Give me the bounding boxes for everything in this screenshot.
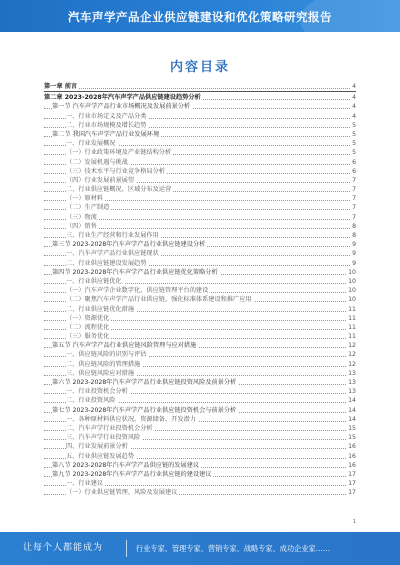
toc-entry-page: 13 [348,388,356,396]
toc-entry-text: 一、供应链风险的识别与评估 [66,351,147,359]
toc-entry-text: （三）服务优化 [66,333,110,341]
toc-entry-page: 16 [348,461,356,469]
toc-entry[interactable] [44,203,356,212]
toc-entry-text: （四）销售 [66,222,97,230]
toc-entry[interactable] [44,295,356,304]
toc-entry-page: 11 [348,323,356,331]
toc-entry-text: 第二章 2023-2028年汽车声学产品供应链建设趋势分析 [44,94,201,102]
toc-entry-text: 二、汽车声学行业投资机会分析 [66,424,153,432]
toc-entry-text: 一、行业发展概况 [66,140,116,148]
toc-entry-text: 四、行业发展前景分析 [66,443,128,451]
toc-entry-page: 7 [352,176,356,184]
toc-entry-text: （三）物流 [66,213,97,221]
toc-entry-page: 9 [352,250,356,258]
toc-entry-text: 第一章 前言 [44,83,78,90]
toc-entry-page: 12 [348,351,356,359]
toc-entry-page: 7 [352,204,356,212]
toc-entry-page: 5 [352,149,356,157]
toc-entry-page: 5 [352,140,356,148]
toc-entry[interactable] [44,213,356,222]
toc-entry-text: （二）生产制造 [66,204,110,212]
toc-entry[interactable] [44,470,356,479]
toc-entry[interactable] [44,424,356,433]
toc-entry[interactable] [44,167,356,176]
toc-entry-page: 17 [348,480,356,488]
toc-entry-page: 10 [348,287,356,295]
toc-entry[interactable] [44,176,356,185]
toc-entry[interactable] [44,240,356,249]
toc-entry-text: 第一节 汽车声学产品行业市场概况及发展前景分析 [52,103,191,111]
table-of-contents [44,82,356,497]
toc-entry[interactable] [44,194,356,203]
toc-entry-page: 15 [348,424,356,432]
toc-entry-page: 15 [348,434,356,442]
toc-entry-page: 14 [348,415,356,423]
toc-entry[interactable] [44,479,356,488]
toc-entry-page: 14 [348,406,356,414]
toc-separator [44,91,356,92]
toc-entry-text: 第七节 2023-2028年汽车声学产品行业供应链投资机会与前景分析 [52,406,237,414]
page-header [0,0,400,32]
toc-entry[interactable] [44,314,356,323]
toc-entry-page: 10 [348,277,356,285]
toc-entry-text: 第三节 2023-2028年汽车声学产品行业供应链建设分析 [52,241,206,249]
toc-entry[interactable] [44,433,356,442]
toc-entry-page: 12 [348,342,356,350]
toc-entry-text: 一、行业供应链优化 [66,277,122,285]
toc-entry-page: 14 [348,397,356,405]
toc-entry[interactable] [44,396,356,405]
toc-entry[interactable] [44,93,356,102]
toc-entry-text: （四）行业发展前景展望 [66,176,135,184]
toc-entry-page: 10 [348,296,356,304]
toc-entry-text: 二、行业供应链概况、区域分布及运营 [66,186,172,194]
toc-leader-dots [44,88,350,89]
toc-entry[interactable] [44,268,356,277]
toc-entry[interactable] [44,305,356,314]
toc-entry[interactable] [44,360,356,369]
toc-entry-text: 二、行业供应链优化措施 [66,305,135,313]
toc-entry[interactable] [44,277,356,286]
toc-entry-text: 五、行业供应链发展趋势 [66,452,135,460]
toc-entry-page: 7 [352,195,356,203]
toc-entry-page: 11 [348,333,356,341]
toc-entry-page: 4 [352,103,356,111]
toc-entry[interactable] [44,488,356,497]
toc-entry-page: 10 [348,268,356,276]
toc-entry[interactable] [44,332,356,341]
toc-entry-text: 二、行业市场规模及增长趋势 [66,121,147,129]
toc-entry-text: 第九节 2023-2028年汽车声学产品行业供应链的建设建议 [52,470,212,478]
toc-entry-text: 三、供应链风险应对措施 [66,369,135,377]
footer-slogan: 让每个人都能成为 [22,543,103,553]
toc-entry[interactable] [44,286,356,295]
toc-entry[interactable] [44,406,356,415]
toc-entry[interactable] [44,259,356,268]
toc-entry-page: 4 [352,83,356,90]
toc-entry-page: 11 [348,305,356,313]
toc-entry[interactable] [44,452,356,461]
toc-entry-text: （三）技术水平与行业竞争格局分析 [66,167,165,175]
toc-entry[interactable] [44,323,356,332]
toc-entry-text: 二、行业供应链建设发展趋势 [66,259,147,267]
toc-entry-text: 一、汽车声学产品行业供应链现状 [66,250,159,258]
toc-entry-page: 7 [352,186,356,194]
toc-entry-text: 一、行业建议 [66,480,104,488]
toc-entry[interactable] [44,341,356,350]
toc-entry-text: （二）发展机遇与挑战 [66,158,128,166]
toc-entry[interactable] [44,415,356,424]
toc-entry[interactable] [44,461,356,470]
toc-entry-page: 9 [352,241,356,249]
toc-entry-page: 6 [352,167,356,175]
toc-entry-text: 一、行业投资机会分析 [66,388,128,396]
toc-entry-text: 第五节 汽车声学产品行业供应链风险管理与应对措施 [52,342,197,350]
toc-entry-page: 17 [348,489,356,497]
toc-entry-text: （一）资源优化 [66,314,110,322]
toc-entry-page: 13 [348,369,356,377]
toc-entry-text: （二）流程优化 [66,323,110,331]
toc-entry-page: 17 [348,470,356,478]
toc-entry-text: 第六节 2023-2028年汽车声学产品行业供应链投资风险及前景分析 [52,379,237,386]
toc-entry[interactable] [44,350,356,359]
toc-entry[interactable] [44,387,356,396]
toc-entry-text: （一）行业政策环境及产业链结构分析 [66,149,172,157]
toc-entry[interactable] [44,139,356,148]
toc-entry-page: 6 [352,158,356,166]
toc-entry-page: 11 [348,314,356,322]
toc-entry[interactable] [44,148,356,157]
page-footer [0,532,400,565]
toc-entry-page: 16 [348,452,356,460]
toc-entry[interactable] [44,222,356,231]
footer-divider [126,540,127,557]
toc-entry-text: 一、行业市场定义及产品分类 [66,112,147,120]
toc-entry-text: 第八节 2023-2028年汽车声学产品供应链的发展建议 [52,461,200,469]
toc-entry[interactable] [44,249,356,258]
toc-heading: 内容目录 [169,60,230,75]
toc-entry-text: 三、行业生产经营和行业发展作用 [66,232,159,239]
toc-entry-page: 8 [352,222,356,230]
toc-entry-text: 二、行业投资风险 [66,397,116,405]
toc-entry-page: 4 [352,112,356,120]
toc-entry-page: 4 [352,94,356,102]
toc-entry[interactable] [44,231,356,240]
toc-entry[interactable] [44,82,356,91]
toc-entry[interactable] [44,442,356,451]
toc-entry-text: 二、供应链风险的管理措施 [66,360,141,368]
toc-entry[interactable] [44,112,356,121]
toc-entry[interactable] [44,378,356,387]
toc-entry[interactable] [44,121,356,130]
toc-entry-page: 9 [352,259,356,267]
toc-entry-page: 5 [352,130,356,138]
report-title: 汽车声学产品企业供应链建设和优化策略研究报告 [68,10,332,24]
footer-tagline: 行业专家、管理专家、营销专家、战略专家、成功企业家…… [136,544,331,553]
toc-entry-text: 第二节 我国汽车声学产品行业发展环境 [52,130,160,138]
toc-entry[interactable] [44,185,356,194]
toc-entry-text: （一）原材料 [66,195,104,203]
toc-entry-text: （一）行业供应链管理、风险及发展建议 [66,489,178,497]
toc-entry-page: 12 [348,360,356,368]
toc-entry-text: 一、各种原材料供应状况、资源储备、开发潜力 [66,415,196,423]
page-number: 1 [352,519,356,525]
toc-entry-page: 5 [352,121,356,129]
toc-entry-page: 13 [348,379,356,386]
toc-entry-text: （二）聚焦汽车声学产品行业供应链，强化标准体系建设和推广应用 [66,296,252,304]
toc-entry-text: 三、汽车声学行业投资风险 [66,434,141,442]
toc-entry-page: 7 [352,213,356,221]
toc-entry-page: 16 [348,443,356,451]
toc-entry[interactable] [44,158,356,167]
toc-entry[interactable] [44,369,356,378]
toc-entry-text: 第四节 2023-2028年汽车声学产品行业供应链优化策略分析 [52,268,218,276]
toc-entry-page: 8 [352,232,356,239]
toc-entry[interactable] [44,130,356,139]
toc-entry-text: （一）汽车声学企业数字化，供应链管理平台的建设 [66,287,209,295]
toc-entry[interactable] [44,102,356,111]
